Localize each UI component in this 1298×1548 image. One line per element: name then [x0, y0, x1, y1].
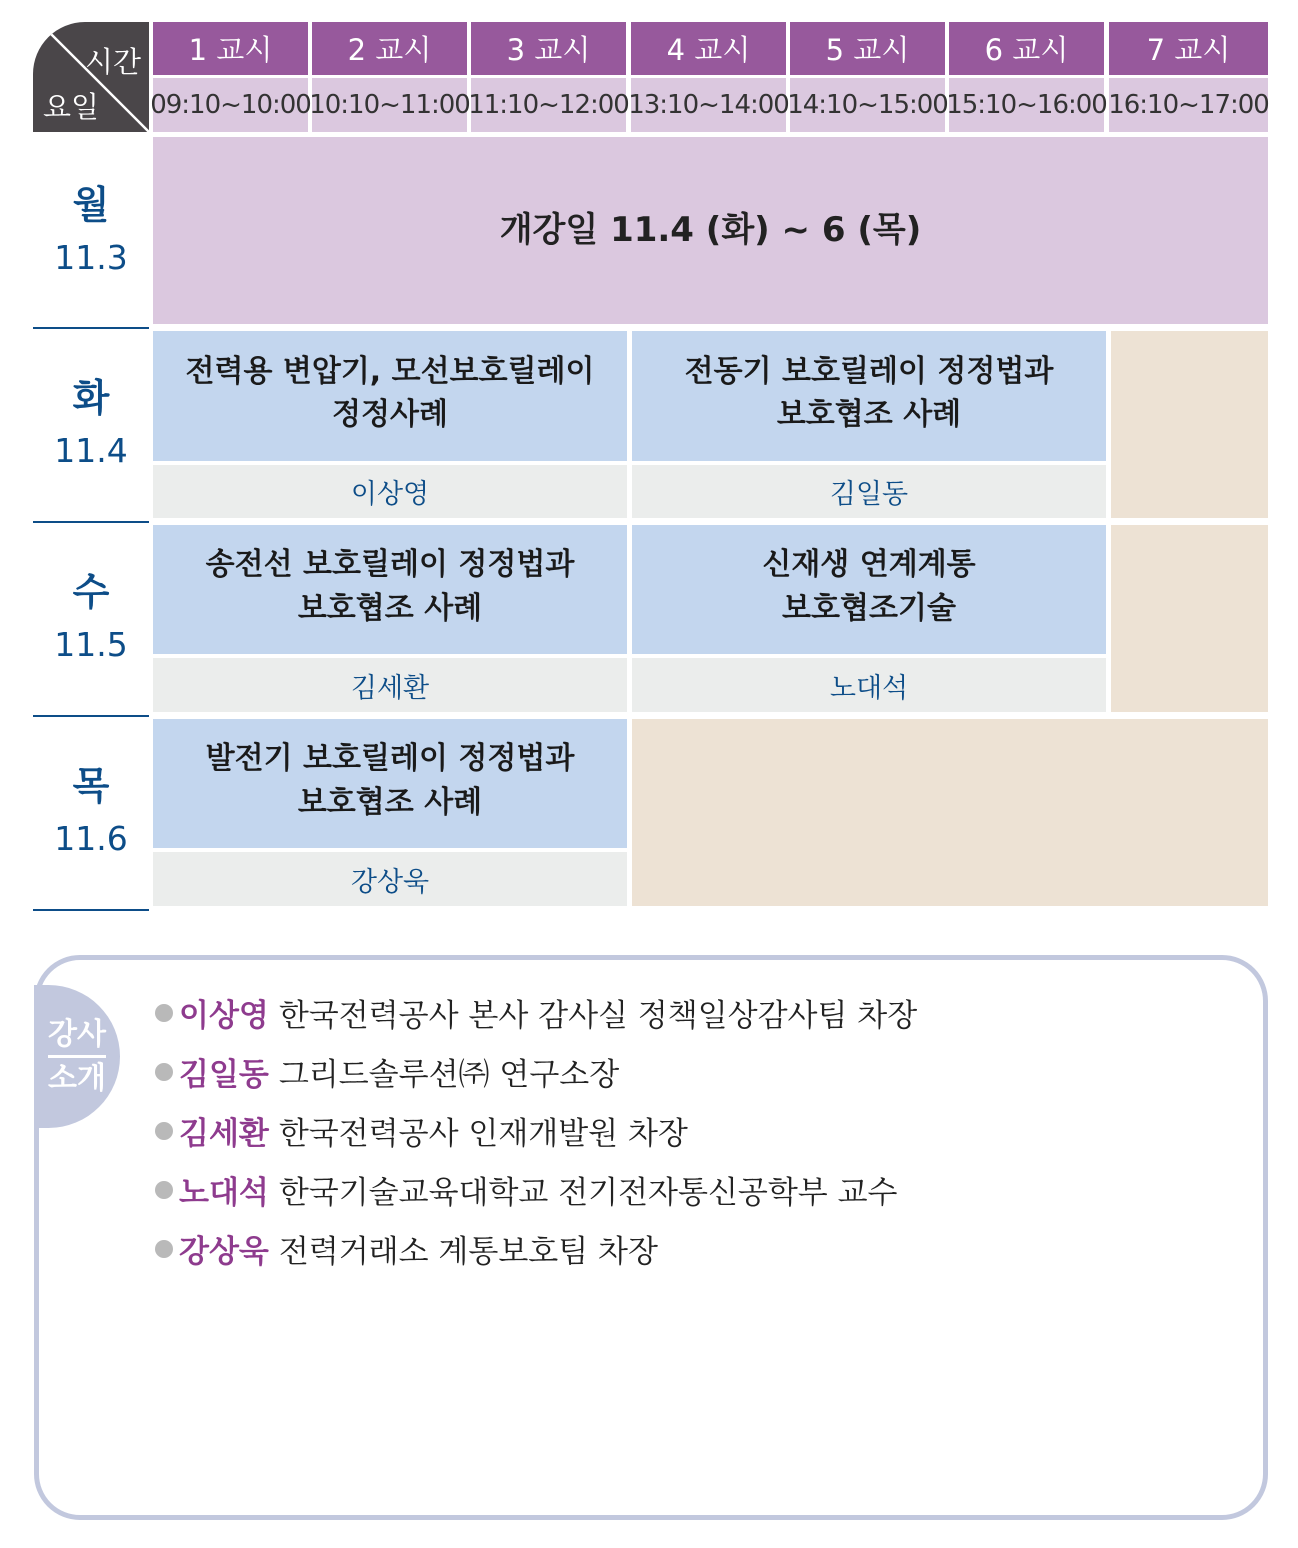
instructor-name: 강상욱 [179, 1234, 269, 1270]
lecturer-tue-1: 이상영 [153, 465, 627, 518]
instructor-name: 김세환 [179, 1116, 269, 1152]
empty-slot-thu [632, 719, 1268, 906]
lecturer-thu-1: 강상욱 [153, 852, 627, 906]
course-title: 발전기 보호릴레이 정정법과 보호협조 사례 [205, 741, 575, 820]
period-header-2: 2 교시 [312, 22, 467, 75]
instructor-name: 노대석 [179, 1175, 269, 1211]
instructor-desc: 한국전력공사 본사 감사실 정책일상감사팀 차장 [278, 998, 918, 1034]
lecturer-wed-2: 노대석 [632, 658, 1106, 712]
period-header-6: 6 교시 [949, 22, 1104, 75]
day-name: 목 [72, 764, 110, 808]
day-label-mon [33, 137, 149, 329]
bullet-icon [155, 1181, 173, 1199]
instructor-item [155, 1101, 1235, 1160]
instructor-item [155, 1219, 1235, 1278]
corner-day-label: 요일 [43, 90, 100, 124]
day-label-wed [33, 523, 149, 717]
day-date: 11.3 [54, 238, 128, 278]
instructor-desc: 그리드솔루션㈜ 연구소장 [278, 1057, 620, 1093]
badge-bottom-text: 소개 [48, 1061, 106, 1096]
period-time-2: 10:10~11:00 [312, 78, 467, 132]
period-time-3: 11:10~12:00 [471, 78, 626, 132]
course-title: 전력용 변압기, 모선보호릴레이 정정사례 [185, 353, 595, 432]
day-name: 수 [72, 570, 110, 614]
corner-header [33, 22, 149, 132]
course-wed-2 [632, 525, 1106, 654]
course-title: 송전선 보호릴레이 정정법과 보호협조 사례 [205, 547, 575, 626]
period-time-5: 14:10~15:00 [790, 78, 945, 132]
instructor-desc: 한국전력공사 인재개발원 차장 [278, 1116, 688, 1152]
lecturer-wed-1: 김세환 [153, 658, 627, 712]
bullet-icon [155, 1122, 173, 1140]
day-name: 월 [72, 183, 110, 227]
period-header-3: 3 교시 [471, 22, 626, 75]
instructor-item [155, 983, 1235, 1042]
day-label-thu [33, 717, 149, 911]
course-thu-1 [153, 719, 627, 848]
instructor-desc: 한국기술교육대학교 전기전자통신공학부 교수 [278, 1175, 898, 1211]
instructor-item [155, 1160, 1235, 1219]
day-date: 11.4 [54, 431, 128, 471]
day-name: 화 [72, 376, 110, 420]
bullet-icon [155, 1004, 173, 1022]
corner-time-label: 시간 [84, 45, 141, 79]
period-time-7: 16:10~17:00 [1109, 78, 1268, 132]
day-date: 11.5 [54, 625, 128, 665]
course-title: 전동기 보호릴레이 정정법과 보호협조 사례 [684, 353, 1054, 432]
period-time-1: 09:10~10:00 [153, 78, 308, 132]
badge-top-text: 강사 [48, 1018, 106, 1058]
day-date: 11.6 [54, 819, 128, 859]
course-tue-2 [632, 331, 1106, 461]
period-time-4: 13:10~14:00 [631, 78, 786, 132]
period-header-4: 4 교시 [631, 22, 786, 75]
instructor-name: 이상영 [179, 998, 269, 1034]
instructor-desc: 전력거래소 계통보호팀 차장 [278, 1234, 658, 1270]
day-label-tue [33, 329, 149, 523]
empty-slot-wed [1111, 525, 1268, 712]
period-header-5: 5 교시 [790, 22, 945, 75]
course-tue-1 [153, 331, 627, 461]
bullet-icon [155, 1063, 173, 1081]
period-time-6: 15:10~16:00 [949, 78, 1104, 132]
course-title: 신재생 연계계통 보호협조기술 [762, 547, 976, 626]
monday-notice: 개강일 11.4 (화) ~ 6 (목) [153, 137, 1268, 324]
empty-slot-tue [1111, 331, 1268, 518]
period-header-7: 7 교시 [1109, 22, 1268, 75]
lecturer-tue-2: 김일동 [632, 465, 1106, 518]
bullet-icon [155, 1240, 173, 1258]
period-header-1: 1 교시 [153, 22, 308, 75]
course-wed-1 [153, 525, 627, 654]
instructor-item [155, 1042, 1235, 1101]
instructor-name: 김일동 [179, 1057, 269, 1093]
instructor-list [155, 983, 1235, 1278]
